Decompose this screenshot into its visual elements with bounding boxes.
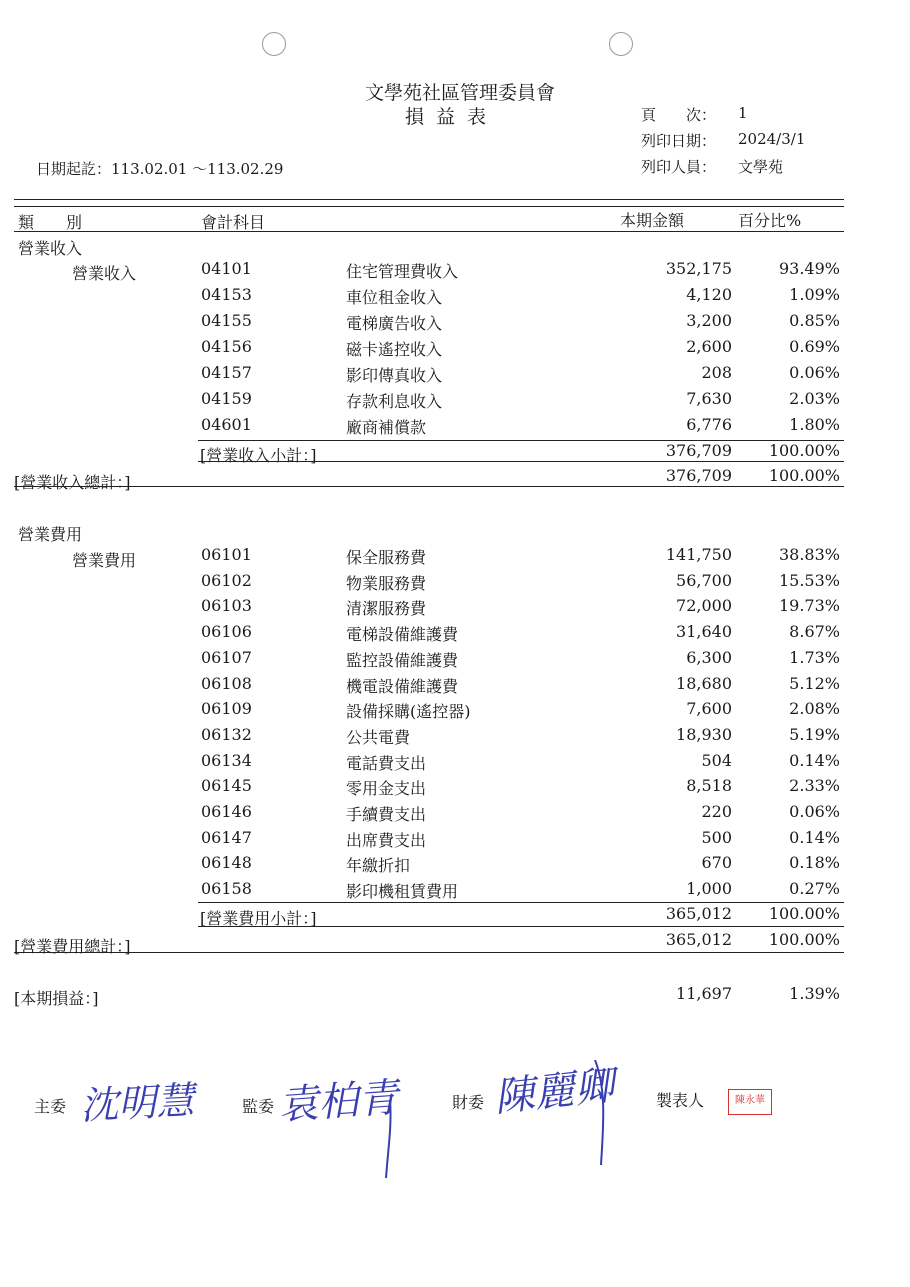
expense-row-account-name: 物業服務費 bbox=[346, 573, 427, 593]
income-row-account-name: 電梯廣告收入 bbox=[346, 314, 443, 333]
expense-row-amount: 504 bbox=[701, 750, 732, 770]
preparer-stamp: 陳永華 bbox=[728, 1089, 772, 1115]
expense-row-amount: 500 bbox=[701, 827, 732, 847]
income-row-account-name: 存款利息收入 bbox=[346, 392, 443, 411]
income-row-amount: 7,630 bbox=[686, 389, 732, 408]
treasurer-signature: 陳麗卿 bbox=[492, 1062, 617, 1122]
income-row-amount: 2,600 bbox=[686, 337, 732, 356]
supervisor-signature: 袁柏青 bbox=[276, 1074, 400, 1130]
header-amount: 本期金額 bbox=[620, 211, 685, 230]
income-row-account-code: 04101 bbox=[201, 259, 252, 278]
expense-subtotal-bottom-rule bbox=[198, 926, 844, 927]
income-subtotal-bottom-rule bbox=[198, 461, 844, 462]
header-bottom-rule bbox=[14, 231, 844, 232]
expense-row-account-code: 06145 bbox=[201, 776, 252, 796]
preparer-label: 製表人 bbox=[656, 1091, 705, 1110]
treasurer-label: 財委 bbox=[452, 1093, 485, 1112]
expense-row-amount: 56,700 bbox=[676, 570, 732, 590]
expense-row-account-name: 手續費支出 bbox=[346, 805, 427, 824]
income-row-percent: 0.85% bbox=[789, 311, 840, 330]
expense-row-account-code: 06107 bbox=[201, 647, 252, 667]
expense-group-label: 營業費用 bbox=[72, 551, 137, 570]
income-row-amount: 4,120 bbox=[686, 285, 732, 304]
expense-row-amount: 6,300 bbox=[686, 647, 732, 667]
expense-total-percent: 100.00% bbox=[768, 930, 840, 949]
expense-row-percent: 1.73% bbox=[789, 647, 840, 667]
expense-total-rule bbox=[14, 952, 844, 953]
chair-signature: 沈明慧 bbox=[79, 1078, 196, 1128]
printer-name: 文學苑 bbox=[738, 158, 784, 176]
income-row-account-name: 影印傳真收入 bbox=[346, 366, 443, 385]
income-row-account-code: 04157 bbox=[201, 363, 252, 382]
expense-total-label: [營業費用總計：] bbox=[14, 937, 131, 956]
expense-row-amount: 31,640 bbox=[676, 622, 732, 642]
expense-row-amount: 220 bbox=[701, 802, 732, 821]
expense-row-percent: 0.14% bbox=[789, 827, 840, 847]
expense-row-account-code: 06146 bbox=[201, 802, 252, 821]
expense-row-percent: 5.12% bbox=[789, 673, 840, 693]
header-account: 會計科目 bbox=[201, 213, 266, 232]
header-percent: 百分比% bbox=[738, 211, 802, 230]
punch-hole-left bbox=[262, 32, 286, 56]
income-row-account-code: 04156 bbox=[201, 337, 252, 356]
expense-row-percent: 0.14% bbox=[789, 750, 840, 770]
expense-row-amount: 18,930 bbox=[676, 724, 732, 744]
income-row-account-code: 04601 bbox=[201, 415, 252, 434]
income-row-amount: 6,776 bbox=[686, 415, 732, 434]
punch-hole-right bbox=[609, 32, 633, 56]
expense-row-account-code: 06102 bbox=[201, 570, 252, 590]
signature-flourish bbox=[370, 1100, 410, 1180]
income-row-account-code: 04159 bbox=[201, 389, 252, 408]
expense-row-percent: 8.67% bbox=[789, 622, 840, 642]
expense-row-account-name: 設備採購(遙控器) bbox=[346, 702, 471, 722]
income-section-label: 營業收入 bbox=[18, 239, 83, 258]
expense-row-percent: 15.53% bbox=[778, 570, 840, 590]
income-row-percent: 0.06% bbox=[789, 363, 840, 382]
expense-row-account-code: 06132 bbox=[201, 724, 252, 744]
expense-row-account-name: 保全服務費 bbox=[346, 548, 427, 567]
income-row-account-name: 車位租金收入 bbox=[346, 288, 443, 307]
expense-row-account-code: 06108 bbox=[201, 673, 252, 693]
income-row-percent: 1.80% bbox=[789, 415, 840, 434]
expense-row-amount: 18,680 bbox=[676, 673, 732, 693]
income-row-percent: 0.69% bbox=[789, 337, 840, 356]
expense-row-account-name: 機電設備維護費 bbox=[346, 676, 459, 696]
expense-row-account-code: 06103 bbox=[201, 596, 252, 616]
expense-row-percent: 2.08% bbox=[789, 699, 840, 719]
income-row-percent: 1.09% bbox=[789, 285, 840, 304]
treasurer-flourish bbox=[585, 1060, 615, 1170]
income-subtotal-amount: 376,709 bbox=[665, 441, 732, 460]
income-row-account-name: 廠商補償款 bbox=[346, 418, 427, 437]
expense-row-account-name: 出席費支出 bbox=[346, 830, 427, 850]
printer-label: 列印人員： bbox=[641, 158, 717, 176]
date-range: 日期起訖：113.02.01 ～113.02.29 bbox=[36, 160, 284, 178]
expense-row-amount: 670 bbox=[701, 853, 732, 873]
page-label: 頁 次： bbox=[641, 106, 717, 124]
income-total-label: [營業收入總計：] bbox=[14, 473, 131, 492]
page-number: 1 bbox=[738, 104, 748, 122]
net-income-label: [本期損益：] bbox=[14, 989, 99, 1008]
income-row-account-name: 住宅管理費收入 bbox=[346, 262, 459, 281]
expense-row-account-name: 電梯設備維護費 bbox=[346, 625, 459, 645]
income-subtotal-percent: 100.00% bbox=[768, 441, 840, 460]
expense-row-account-code: 06109 bbox=[201, 699, 252, 719]
expense-row-account-code: 06106 bbox=[201, 622, 252, 642]
income-row-percent: 93.49% bbox=[778, 259, 840, 278]
table-header-rule bbox=[14, 199, 844, 207]
income-row-percent: 2.03% bbox=[789, 389, 840, 408]
supervisor-label: 監委 bbox=[242, 1097, 275, 1116]
expense-section-label: 營業費用 bbox=[18, 525, 83, 544]
income-row-amount: 208 bbox=[701, 363, 732, 382]
expense-row-account-code: 06147 bbox=[201, 827, 252, 847]
income-row-account-name: 磁卡遙控收入 bbox=[346, 340, 443, 359]
expense-row-percent: 0.06% bbox=[789, 802, 840, 821]
income-row-amount: 3,200 bbox=[686, 311, 732, 330]
income-row-account-code: 04153 bbox=[201, 285, 252, 304]
print-date: 2024/3/1 bbox=[738, 130, 806, 148]
expense-subtotal-label: [營業費用小計：] bbox=[200, 909, 317, 928]
expense-row-percent: 0.18% bbox=[789, 853, 840, 873]
expense-row-amount: 7,600 bbox=[686, 699, 732, 719]
expense-row-amount: 8,518 bbox=[686, 776, 732, 796]
expense-subtotal-rule bbox=[198, 902, 844, 903]
income-total-amount: 376,709 bbox=[665, 466, 732, 485]
expense-row-amount: 1,000 bbox=[686, 879, 732, 899]
expense-row-account-name: 零用金支出 bbox=[346, 779, 427, 799]
expense-row-account-code: 06148 bbox=[201, 853, 252, 873]
expense-row-account-code: 06158 bbox=[201, 879, 252, 899]
net-income-percent: 1.39% bbox=[789, 984, 840, 1003]
expense-row-account-name: 公共電費 bbox=[346, 727, 411, 747]
expense-row-account-name: 清潔服務費 bbox=[346, 599, 427, 619]
expense-row-account-name: 年繳折扣 bbox=[346, 856, 411, 876]
print-date-label: 列印日期： bbox=[641, 132, 717, 150]
expense-row-percent: 2.33% bbox=[789, 776, 840, 796]
report-title: 損益表 bbox=[405, 106, 499, 128]
expense-row-amount: 141,750 bbox=[665, 545, 732, 564]
expense-row-account-code: 06101 bbox=[201, 545, 252, 564]
expense-row-percent: 0.27% bbox=[789, 879, 840, 899]
expense-subtotal-percent: 100.00% bbox=[768, 904, 840, 923]
expense-row-amount: 72,000 bbox=[676, 596, 732, 616]
income-total-percent: 100.00% bbox=[768, 466, 840, 485]
income-group-label: 營業收入 bbox=[72, 264, 137, 283]
income-row-amount: 352,175 bbox=[665, 259, 732, 278]
expense-row-account-code: 06134 bbox=[201, 750, 252, 770]
expense-row-account-name: 影印機租賃費用 bbox=[346, 882, 459, 902]
expense-row-account-name: 監控設備維護費 bbox=[346, 650, 459, 670]
header-category: 類 別 bbox=[18, 213, 83, 232]
expense-row-percent: 5.19% bbox=[789, 724, 840, 744]
net-income-amount: 11,697 bbox=[676, 984, 732, 1003]
income-row-account-code: 04155 bbox=[201, 311, 252, 330]
expense-total-amount: 365,012 bbox=[665, 930, 732, 949]
expense-row-account-name: 電話費支出 bbox=[346, 753, 427, 773]
expense-row-percent: 19.73% bbox=[778, 596, 840, 616]
expense-row-percent: 38.83% bbox=[778, 545, 840, 564]
income-total-rule bbox=[14, 486, 844, 487]
organization-name: 文學苑社區管理委員會 bbox=[364, 82, 555, 104]
expense-subtotal-amount: 365,012 bbox=[665, 904, 732, 923]
income-subtotal-label: [營業收入小計：] bbox=[200, 446, 317, 465]
chair-label: 主委 bbox=[34, 1097, 67, 1116]
